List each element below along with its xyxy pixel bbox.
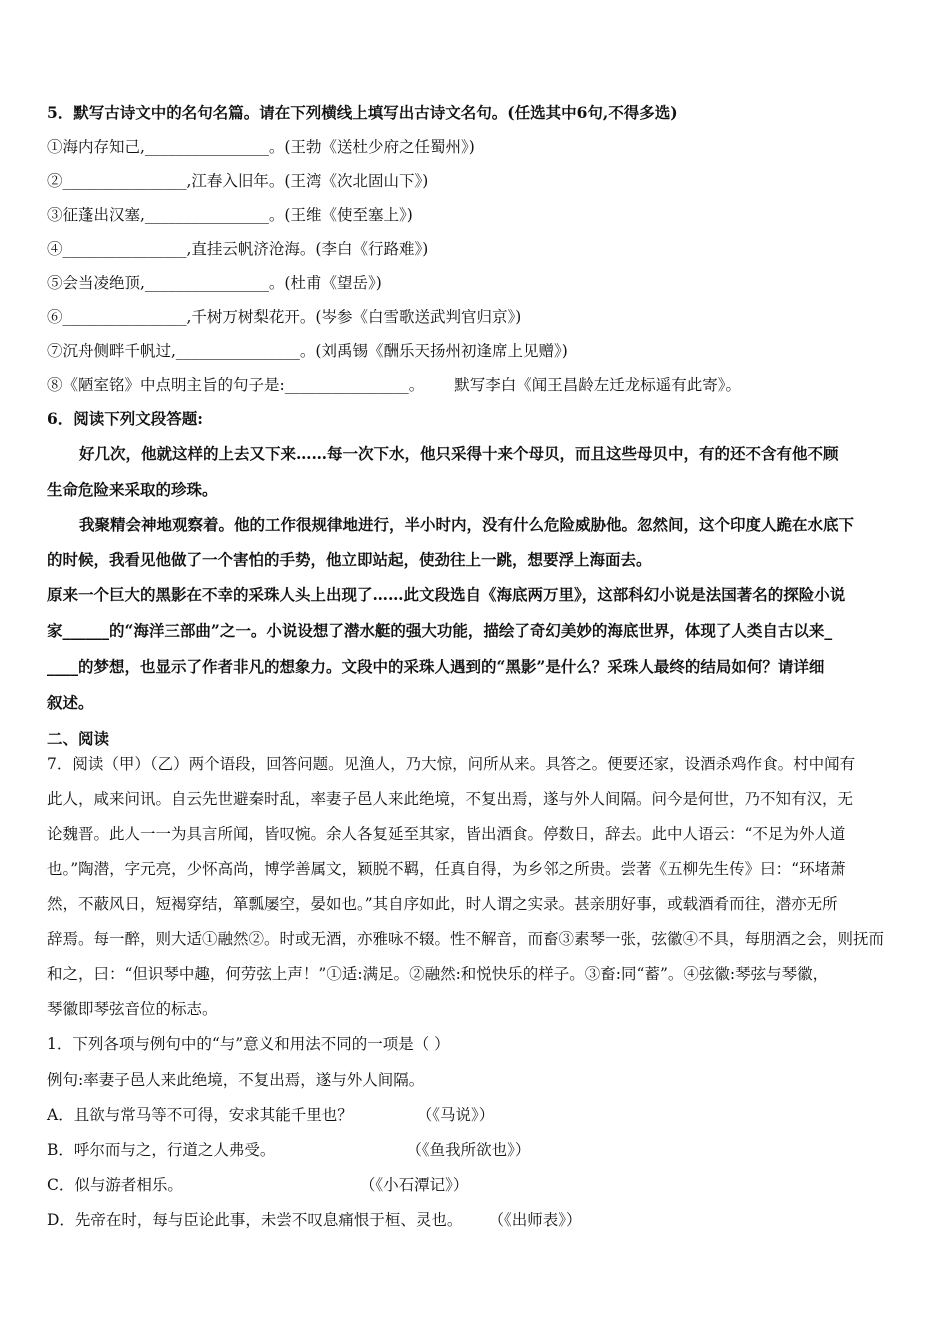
- option-d-source: （《出师表》）: [488, 1211, 582, 1229]
- q7-text-line-5: 然，不蔽风日，短褐穿结，箪瓢屡空，晏如也。”其自序如此，时人谓之实录。甚亲朋好事，或载酒肴而往，潜亦无所: [47, 895, 838, 913]
- q5-item-8-part-b: 默写李白《闻王昌龄左迁龙标遥有此寄》。: [454, 376, 741, 394]
- q6-passage-3-line-4: 叙述。: [47, 693, 94, 712]
- option-c-source: （《小石潭记》）: [359, 1176, 469, 1194]
- option-b-text: B．呼尔而与之，行道之人弗受。: [47, 1141, 276, 1159]
- q7-text-line-8: 琴徽即琴弦音位的标志。: [47, 1000, 218, 1018]
- section-2-heading: 二、阅读: [47, 729, 110, 748]
- q5-item-3: ③征蓬出汉塞,________________。(王维《使至塞上》): [47, 206, 413, 224]
- q5-item-8-part-a: ⑧《陋室铭》中点明主旨的句子是:________________。: [47, 376, 425, 394]
- q5-item-8: [47, 375, 741, 395]
- q5-item-6: ⑥________________,千树万树梨花开。(岑参《白雪歌送武判官归京》): [47, 308, 522, 326]
- q5-item-5: ⑤会当凌绝顶,________________。(杜甫《望岳》): [47, 274, 382, 292]
- q5-item-7: ⑦沉舟侧畔千帆过,________________。(刘禹锡《酬乐天扬州初逢席上见赠》): [47, 342, 568, 360]
- q5-item-1: ①海内存知己,________________。(王勃《送杜少府之任蜀州》): [47, 138, 475, 156]
- q7-example-sentence: 例句:率妻子邑人来此绝境，不复出焉，遂与外人间隔。: [47, 1071, 425, 1089]
- q6-passage-3-line-1: 原来一个巨大的黑影在不幸的采珠人头上出现了……此文段选自《海底两万里》，这部科幻小说是法国著名的探险小说: [47, 585, 846, 604]
- option-c-text: C．似与游者相乐。: [47, 1176, 183, 1194]
- option-d: [47, 1210, 581, 1230]
- option-c: [47, 1175, 468, 1195]
- option-b: [47, 1140, 530, 1160]
- q7-text-line-2: 此人，咸来问讯。自云先世避秦时乱，率妻子邑人来此绝境，不复出焉，遂与外人间隔。问今是何世，乃不知有汉，无: [47, 790, 854, 808]
- q7-text-line-3: 论魏晋。此人一一为具言所闻，皆叹惋。余人各复延至其家，皆出酒食。停数日，辞去。此中人语云：“不足为外人道: [47, 825, 846, 843]
- q7-subquestion-1: 1．下列各项与例句中的“与”意义和用法不同的一项是（ ）: [47, 1035, 450, 1053]
- q6-passage-2-line-2: 的时候，我看见他做了一个害怕的手势，他立即站起，使劲往上一跳，想要浮上海面去。: [47, 550, 652, 569]
- q6-passage-1-line-2: 生命危险来采取的珍珠。: [47, 480, 218, 499]
- option-d-text: D．先帝在时，每与臣论此事，未尝不叹息痛恨于桓、灵也。: [47, 1211, 463, 1229]
- q5-item-4: ④________________,直挂云帆济沧海。(李白《行路难》): [47, 240, 429, 258]
- option-a-source: （《马说》）: [416, 1106, 495, 1124]
- q6-passage-3-line-3: ____的梦想，也显示了作者非凡的想象力。文段中的采珠人遇到的“黑影”是什么？采珠人最终的结局如何？请详细: [47, 657, 825, 676]
- question-6-title: 6．阅读下列文段答题:: [47, 409, 204, 428]
- q7-text-line-7: 和之，曰：“但识琴中趣，何劳弦上声！”①适:满足。②融然:和悦快乐的样子。③畜:同“蓄”。④弦徽:琴弦与琴徽，: [47, 965, 829, 983]
- q7-text-line-6: 辞焉。每一醉，则大适①融然②。时或无酒，亦雅咏不辍。性不解音，而畜③素琴一张，弦徽④不具，每朋酒之会，则抚而: [47, 930, 885, 948]
- q6-passage-2-line-1: 我聚精会神地观察着。他的工作很规律地进行，半小时内，没有什么危险威胁他。忽然间，这个印度人跪在水底下: [79, 515, 855, 534]
- option-a-text: A．且欲与常马等不可得，安求其能千里也？: [47, 1106, 353, 1124]
- option-a: [47, 1105, 494, 1125]
- q6-passage-1-line-1: 好几次，他就这样的上去又下来……每一次下水，他只采得十来个母贝，而且这些母贝中，有的还不含有他不顾: [79, 444, 839, 463]
- question-5-title: 5．默写古诗文中的名句名篇。请在下列横线上填写出古诗文名句。(任选其中6句,不得多选): [47, 103, 678, 122]
- q6-passage-3-line-2: 家______的“海洋三部曲”之一。小说设想了潜水艇的强大功能，描绘了奇幻美妙的海底世界，体现了人类自古以来_: [47, 621, 833, 640]
- q7-text-line-4: 也。”陶潜，字元亮，少怀高尚，博学善属文，颖脱不羁，任真自得，为乡邻之所贵。尝著《五柳先生传》曰：“环堵萧: [47, 860, 846, 878]
- q5-item-2: ②________________,江春入旧年。(王湾《次北固山下》): [47, 172, 429, 190]
- q7-text-line-1: 7．阅读（甲）（乙）两个语段，回答问题。见渔人，乃大惊，问所从来。具答之。便要还家，设酒杀鸡作食。村中闻有: [47, 755, 856, 773]
- option-b-source: （《鱼我所欲也》）: [406, 1141, 531, 1159]
